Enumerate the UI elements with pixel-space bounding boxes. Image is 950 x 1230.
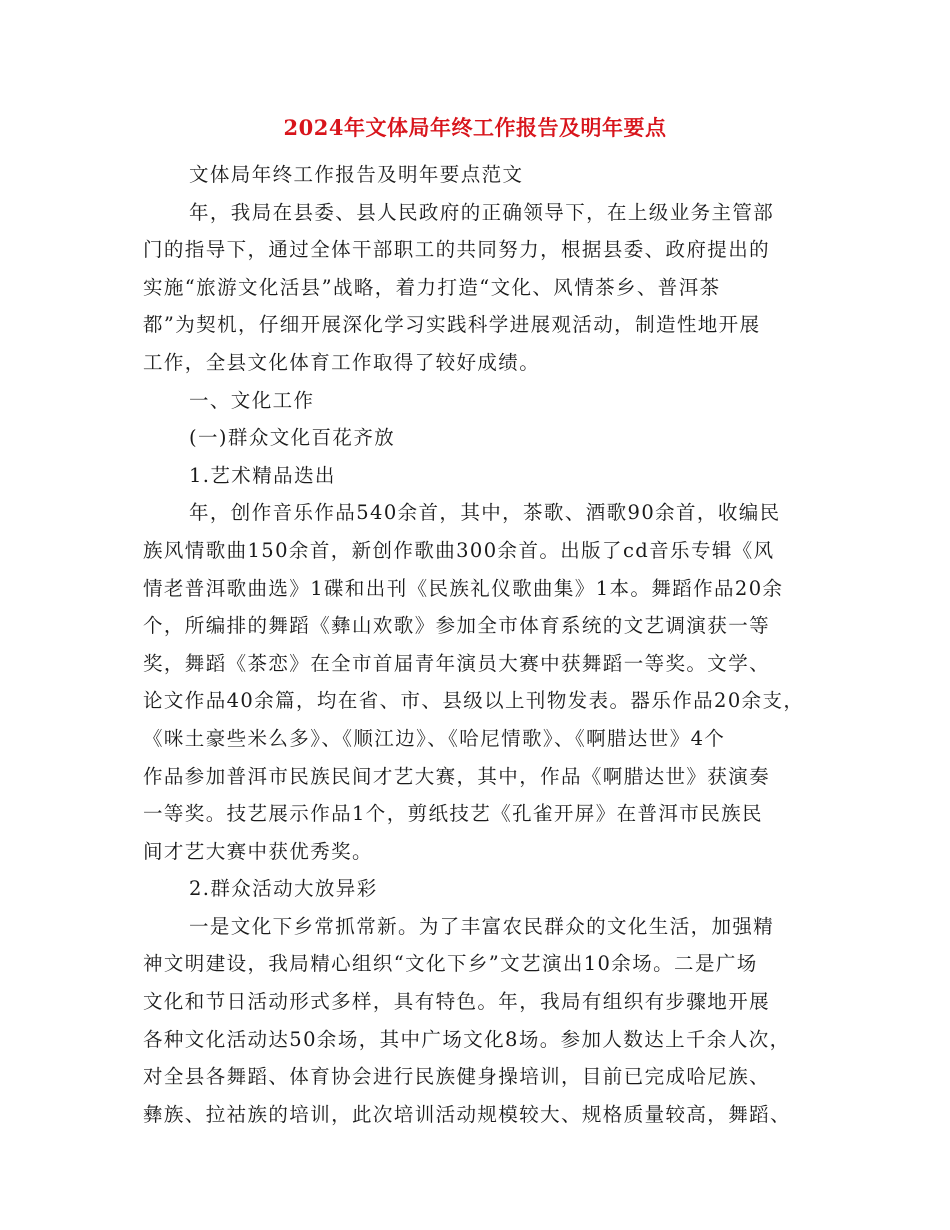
document-body bbox=[143, 156, 843, 1133]
text-line: 神文明建设，我局精心组织“文化下乡”文艺演出10余场。二是广场 bbox=[143, 952, 758, 976]
text-line: 门的指导下，通过全体干部职工的共同努力，根据县委、政府提出的 bbox=[143, 238, 771, 262]
text-line: 《咪土豪些米么多》、《顺江边》、《哈尼情歌》、《啊腊达世》4个 bbox=[143, 726, 726, 750]
text-line: 论文作品40余篇，均在省、市、县级以上刊物发表。器乐作品20余支， bbox=[143, 689, 805, 713]
document-title: 2024年文体局年终工作报告及明年要点 bbox=[283, 115, 667, 140]
text-line: 奖，舞蹈《茶恋》在全市首届青年演员大赛中获舞蹈一等奖。文学、 bbox=[143, 651, 771, 675]
text-line: 文体局年终工作报告及明年要点范文 bbox=[189, 163, 524, 186]
text-line: 年，我局在县委、县人民政府的正确领导下，在上级业务主管部 bbox=[189, 200, 775, 224]
text-line: 2.群众活动大放异彩 bbox=[189, 877, 378, 901]
text-line: 年，创作音乐作品540余首，其中，茶歌、酒歌90余首，收编民 bbox=[189, 501, 781, 525]
text-line: 情老普洱歌曲选》1碟和出刊《民族礼仪歌曲集》1本。舞蹈作品20余 bbox=[143, 576, 784, 600]
text-line: 间才艺大赛中获优秀奖。 bbox=[143, 839, 373, 863]
text-line: 个，所编排的舞蹈《彝山欢歌》参加全市体育系统的文艺调演获一等 bbox=[143, 614, 771, 638]
text-line: 一、文化工作 bbox=[189, 388, 315, 412]
text-line: 都”为契机，仔细开展深化学习实践科学进展观活动，制造性地开展 bbox=[143, 313, 761, 337]
text-line: 彝族、拉祜族的培训，此次培训活动规模较大、规格质量较高，舞蹈、 bbox=[143, 1102, 791, 1126]
text-line: 1.艺术精品迭出 bbox=[189, 463, 336, 487]
text-line: (一)群众文化百花齐放 bbox=[189, 426, 396, 450]
text-line: 文化和节日活动形式多样，具有特色。年，我局有组织有步骤地开展 bbox=[143, 990, 771, 1014]
text-line: 对全县各舞蹈、体育协会进行民族健身操培训，目前已完成哈尼族、 bbox=[143, 1065, 771, 1089]
text-line: 实施“旅游文化活县”战略，着力打造“文化、风情茶乡、普洱茶 bbox=[143, 275, 721, 299]
text-line: 族风情歌曲150余首，新创作歌曲300余首。出版了cd音乐专辑《风 bbox=[143, 538, 775, 562]
text-line: 各种文化活动达50余场，其中广场文化8场。参加人数达上千余人次， bbox=[143, 1027, 791, 1051]
text-line: 一是文化下乡常抓常新。为了丰富农民群众的文化生活，加强精 bbox=[189, 914, 775, 938]
text-line: 作品参加普洱市民族民间才艺大赛，其中，作品《啊腊达世》获演奏 bbox=[143, 764, 771, 788]
text-line: 工作，全县文化体育工作取得了较好成绩。 bbox=[143, 350, 541, 374]
text-line: 一等奖。技艺展示作品1个，剪纸技艺《孔雀开屏》在普洱市民族民 bbox=[143, 802, 763, 826]
